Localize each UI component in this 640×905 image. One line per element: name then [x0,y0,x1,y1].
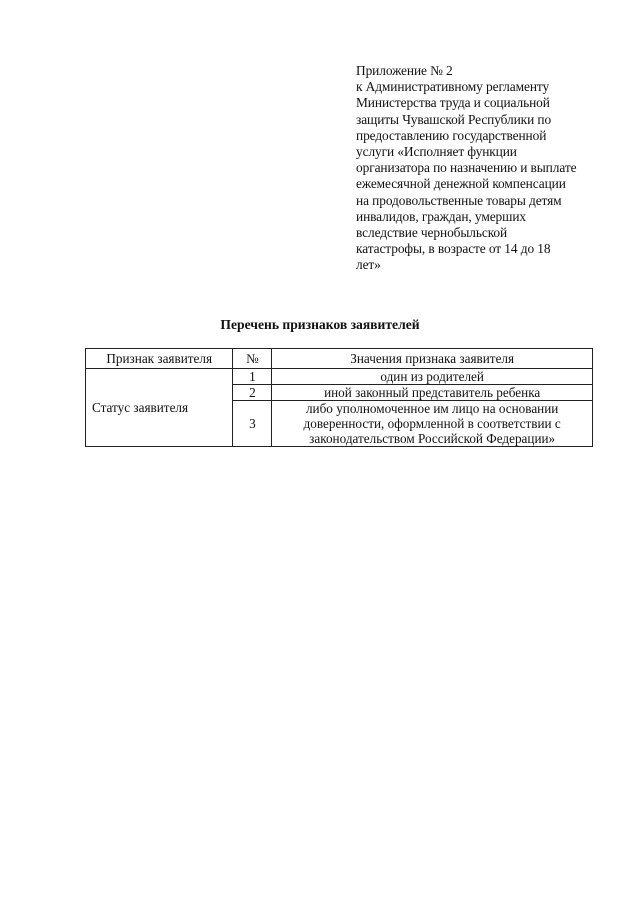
value-line: иной законный представитель ребенка [324,385,541,400]
value-cell [272,385,593,401]
table-header-row [86,349,593,369]
appendix-line: лет» [356,257,381,273]
appendix-line: вследствие чернобыльской [356,225,508,241]
column-header-attribute: Признак заявителя [86,349,233,369]
value-line: один из родителей [380,369,484,384]
value-cell [272,401,593,447]
appendix-line: предоставлению государственной [356,127,547,143]
value-line: либо уполномоченное им лицо на основании [305,401,559,416]
appendix-line: ежемесячной денежной компенсации [356,176,566,192]
appendix-line: инвалидов, граждан, умерших [356,208,527,224]
value-line: доверенности, оформленной в соответствии с [303,416,561,431]
appendix-line: катастрофы, в возрасте от 14 до 18 [356,241,551,257]
appendix-line: на продовольственные товары детям [356,192,562,208]
appendix-line: организатора по назначению и выплате [356,160,577,176]
row-number: 2 [233,385,272,401]
row-number: 3 [233,401,272,447]
document-title: Перечень признаков заявителей [220,317,420,332]
appendix-line: Приложение № 2 [356,63,453,78]
applicant-attributes-table [85,348,593,447]
column-header-values: Значения признака заявителя [272,349,593,369]
table-row [86,369,593,385]
value-cell [272,369,593,385]
value-line: законодательством Российской Федерации» [309,431,556,446]
row-number: 1 [233,369,272,385]
appendix-line: Министерства труда и социальной [356,95,550,111]
appendix-line: услуги «Исполняет функции [356,144,517,160]
appendix-line: к Административному регламенту [356,79,550,95]
appendix-header [356,63,596,274]
status-cell: Статус заявителя [86,369,233,447]
appendix-line: защиты Чувашской Республики по [356,111,552,127]
column-header-number: № [233,349,272,369]
